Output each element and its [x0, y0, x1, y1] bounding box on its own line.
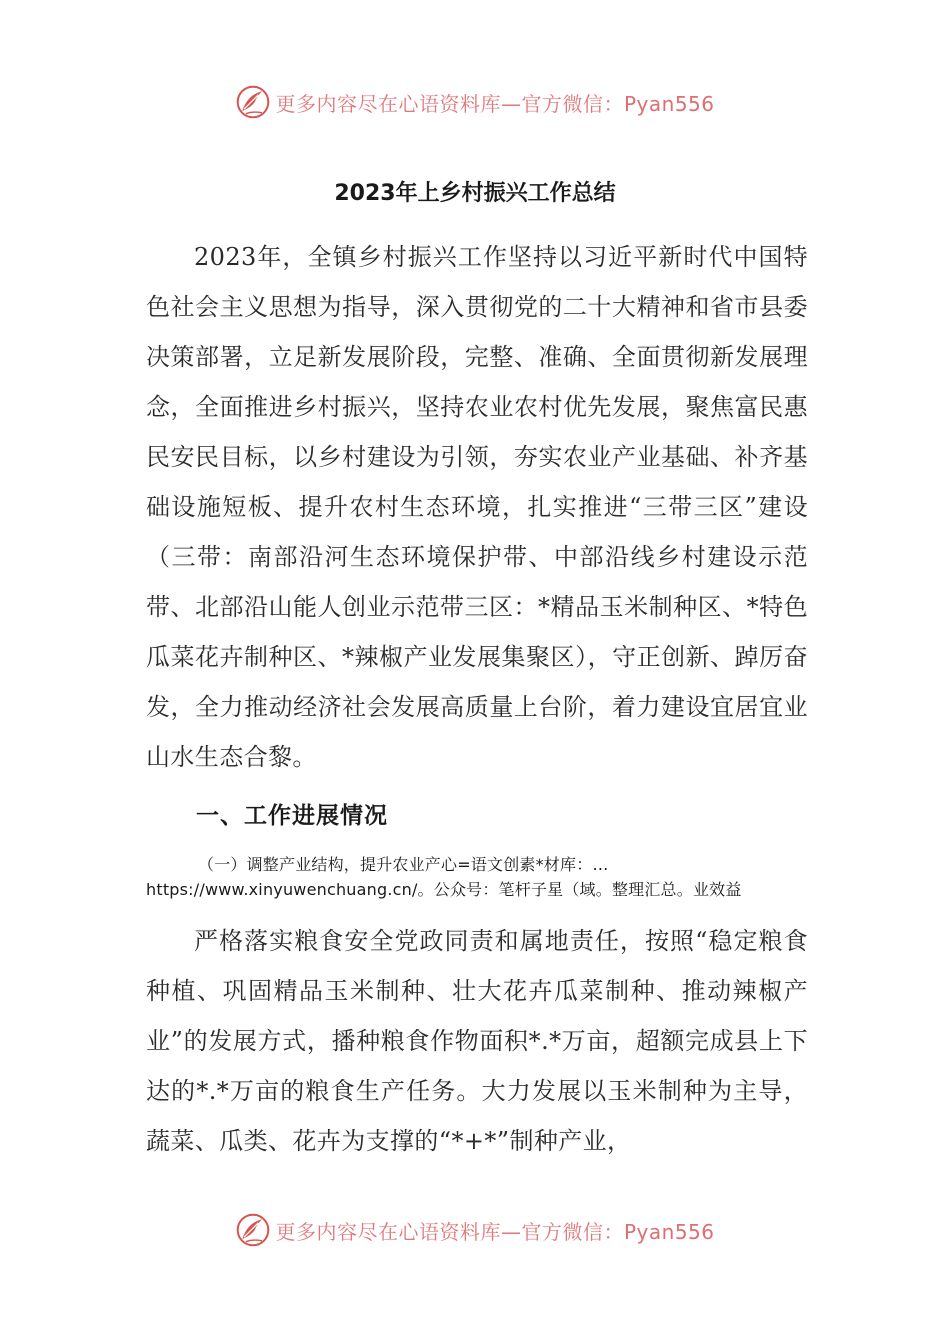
section-heading: 一、工作进展情况 — [196, 803, 388, 829]
watermark-banner-top — [0, 78, 950, 126]
pen-logo-icon — [235, 84, 271, 120]
watermark-banner-bottom — [0, 1206, 950, 1254]
document-title: 2023年上乡村振兴工作总结 — [334, 181, 616, 206]
watermark-text: 更多内容尽在心语资料库—官方微信：Pyan556 — [275, 91, 715, 116]
intro-paragraph: 2023年，全镇乡村振兴工作坚持以习近平新时代中国特色社会主义思想为指导，深入贯彻党的二十大精神和省市县委决策部署，立足新发展阶段，完整、准确、全面贯彻新发展理念，全面推进乡村振兴，坚持农业农村优先发展，聚焦富民惠民安民目标，以乡村建设为引领，夯实农业产业基础、补齐基础设施短板、提升农村生态环境，扎实推进“三带三区”建设（三带：南部沿河生态环境保护带、中部沿线乡村建设示范带、北部沿山能人创业示范带三区：*精品玉米制种区、*特色瓜菜花卉制种区、*辣椒产业发展集聚区），守正创新、踔厉奋发，全力推动经济社会发展高质量上台阶，着力建设宜居宜业山水生态合黎。 — [146, 243, 808, 771]
body-paragraph: 严格落实粮食安全党政同责和属地责任，按照“稳定粮食种植、巩固精品玉米制种、壮大花卉瓜菜制种、推动辣椒产业”的发展方式，播种粮食作物面积*.*万亩，超额完成县上下达的*.*万亩的粮食生产任务。大力发展以玉米制种为主导，蔬菜、瓜类、花卉为支撑的“*+*”制种产业， — [146, 927, 808, 1155]
pen-logo-icon — [235, 1212, 271, 1248]
subsection-heading: （一）调整产业结构，提升农业产心=语文创素*材库：…https://www.xinyuwenchuang.cn/。公众号：笔杆子星（域。整理汇总。业效益 — [146, 855, 742, 899]
watermark-text: 更多内容尽在心语资料库—官方微信：Pyan556 — [275, 1219, 715, 1244]
